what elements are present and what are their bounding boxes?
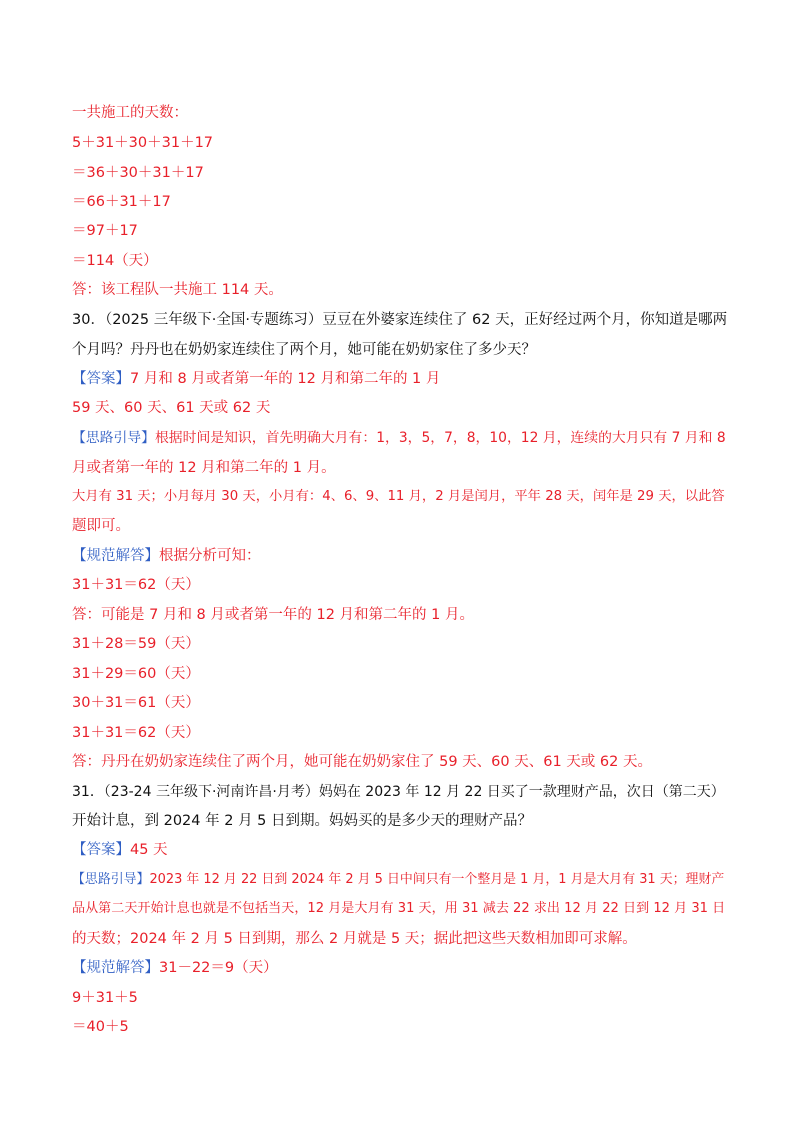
text-line: 大月有 31 天；小月每月 30 天，小月有：4、6、9、11 月，2 月是闰月，平年 28 天，闰年是 29 天，以此答 [72, 489, 725, 504]
answer-tag: 【答案】 [72, 842, 130, 858]
question-30-line: 30．（2025 三年级下·全国·专题练习）豆豆在外婆家连续住了 62 天，正好经过两个月，你知道是哪两 [72, 312, 728, 328]
text-line: ＝36＋30＋31＋17 [72, 165, 204, 181]
text-line: 答：丹丹在奶奶家连续住了两个月，她可能在奶奶家住了 59 天、60 天、61 天或 62 天。 [72, 754, 652, 770]
text-line: 31＋29＝60（天） [72, 666, 200, 682]
hint-text: 2023 年 12 月 22 日到 2024 年 2 月 5 日中间只有一个整月是 1 月，1 月是大月有 31 天；理财产 [149, 872, 725, 887]
text-line: 9＋31＋5 [72, 990, 138, 1006]
text-line: ＝40＋5 [72, 1019, 129, 1035]
answer-text: 7 月和 8 月或者第一年的 12 月和第二年的 1 月 [130, 371, 441, 387]
text-line: 一共施工的天数： [72, 105, 188, 121]
answer-line [72, 369, 732, 389]
text-line: ＝114（天） [72, 253, 158, 269]
text-line: 31＋28＝59（天） [72, 636, 200, 652]
text-line: 题即可。 [72, 518, 130, 534]
text-line: 59 天、60 天、61 天或 62 天 [72, 400, 271, 416]
solution-line [72, 546, 732, 566]
text-line: 答：该工程队一共施工 114 天。 [72, 282, 283, 298]
hint-tag: 【思路引导】 [72, 872, 150, 887]
answer-line [72, 840, 732, 860]
hint-text: 根据时间是知识，首先明确大月有：1，3，5，7，8，10，12 月，连续的大月只有 7 月和 8 [154, 430, 726, 446]
text-line: 的天数；2024 年 2 月 5 日到期，那么 2 月就是 5 天；据此把这些天数相加即可求解。 [72, 931, 637, 947]
question-31-line: 31．（23-24 三年级下·河南许昌·月考）妈妈在 2023 年 12 月 22 日买了一款理财产品，次日（第二天） [72, 784, 725, 800]
text-line: 品从第二天开始计息也就是不包括当天，12 月是大月有 31 天，用 31 减去 22 求出 12 月 22 日到 12 月 31 日 [72, 901, 726, 916]
solution-line [72, 958, 732, 978]
text-line: 月或者第一年的 12 月和第二年的 1 月。 [72, 460, 336, 476]
text-line: 答：可能是 7 月和 8 月或者第一年的 12 月和第二年的 1 月。 [72, 607, 474, 623]
answer-tag: 【答案】 [72, 371, 130, 387]
solution-text: 31－22＝9（天） [159, 960, 278, 976]
solution-tag: 【规范解答】 [72, 960, 159, 976]
answer-text: 45 天 [130, 842, 168, 858]
text-line: 5＋31＋30＋31＋17 [72, 135, 214, 151]
text-line: ＝66＋31＋17 [72, 194, 171, 210]
hint-line [72, 428, 732, 448]
question-31-line: 开始计息，到 2024 年 2 月 5 日到期。妈妈买的是多少天的理财产品？ [72, 813, 533, 829]
text-line: 31＋31＝62（天） [72, 725, 200, 741]
question-30-line: 个月吗？丹丹也在奶奶家连续住了两个月，她可能在奶奶家住了多少天？ [72, 342, 536, 358]
solution-text: 根据分析可知： [159, 548, 261, 564]
hint-tag: 【思路引导】 [72, 430, 155, 446]
hint-line [72, 870, 732, 890]
text-line: ＝97＋17 [72, 223, 138, 239]
solution-tag: 【规范解答】 [72, 548, 159, 564]
text-line: 30＋31＝61（天） [72, 695, 200, 711]
text-line: 31＋31＝62（天） [72, 577, 200, 593]
